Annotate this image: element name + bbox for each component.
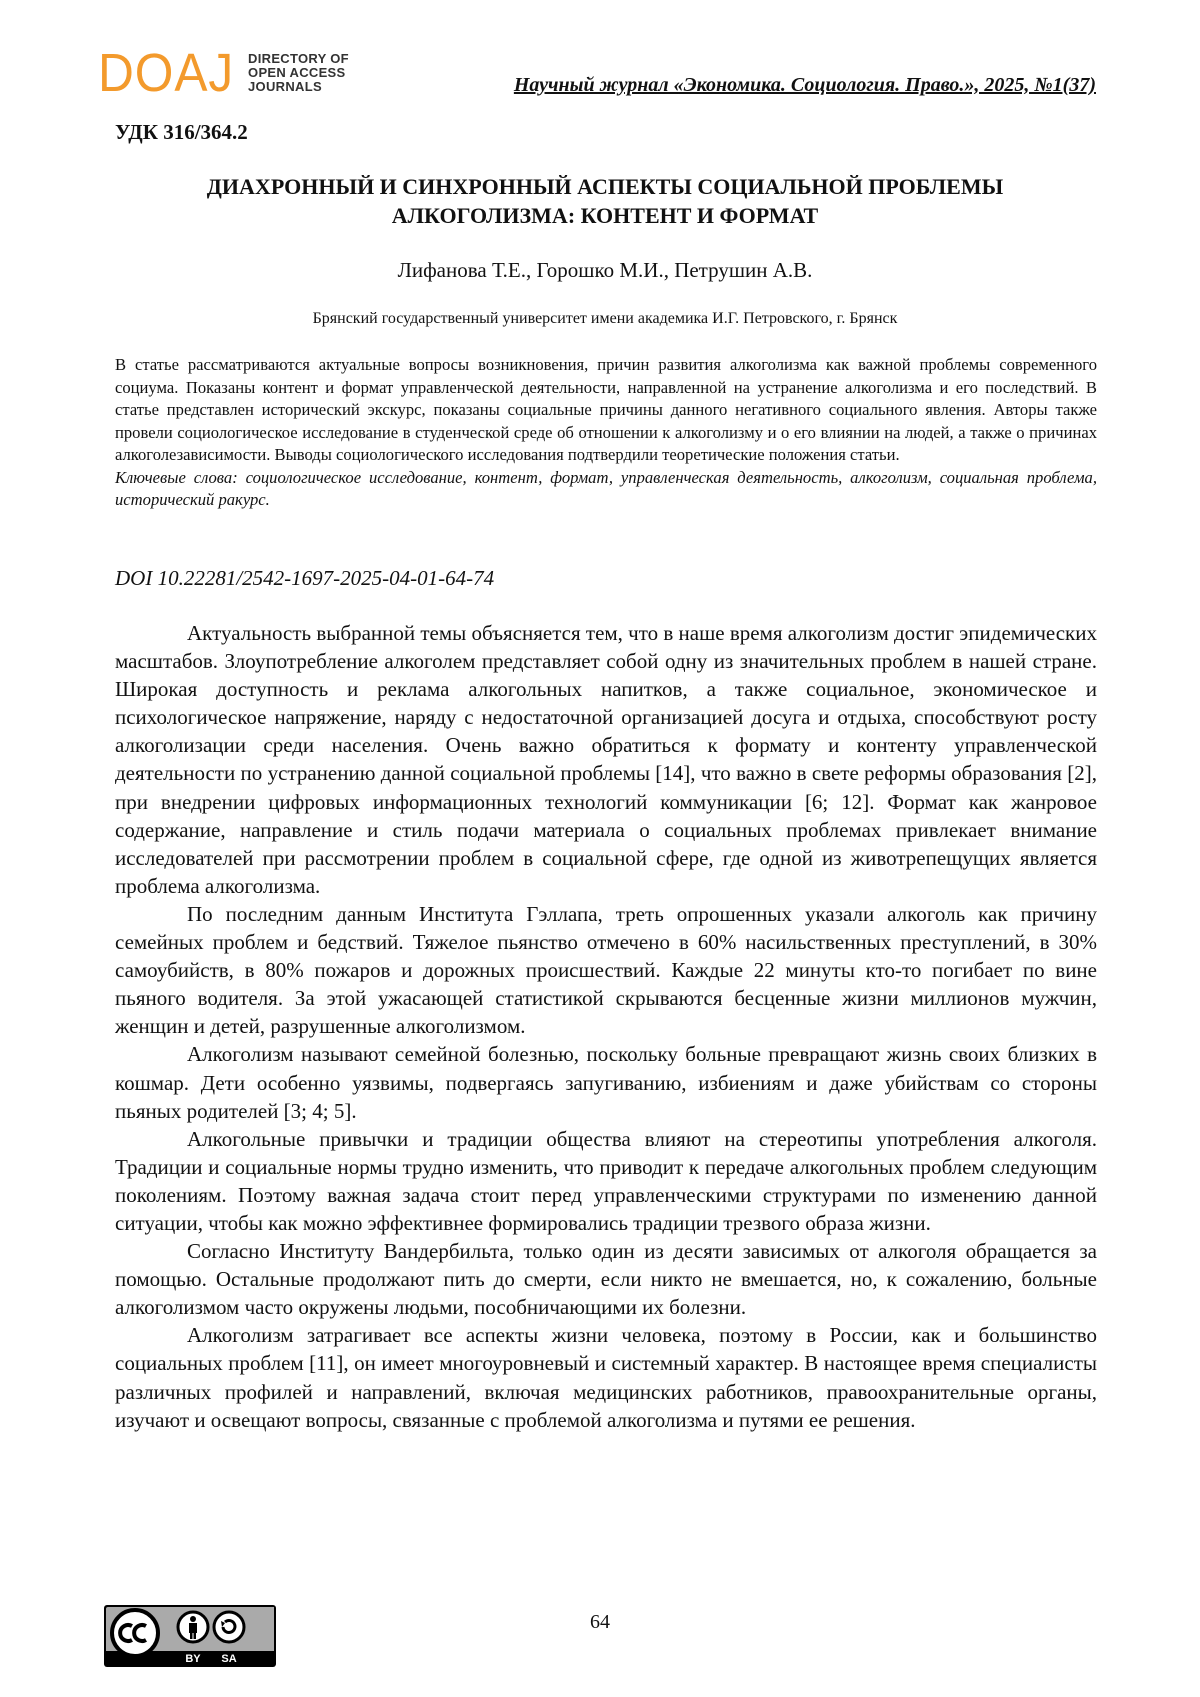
keywords: Ключевые слова: социологическое исследование, контент, формат, управленческая деятельность, алкоголизм, социальная проблема, исторический ракурс. — [115, 467, 1097, 509]
body-paragraph: Актуальность выбранной темы объясняется тем, что в наше время алкоголизм достиг эпидемических масштабов. Злоупотребление алкоголем представляет собой одну из значительных проблем в нашей стране. Широкая доступность и реклама алкогольных напитков, а также социальное, экономическое и психологическое напряжение, наряду с недостаточной организацией досуга и отдыха, способствуют росту алкоголизации среди населения. Очень важно обратиться к формату и контенту управленческой деятельности по устранению данной социальной проблемы [14], что важно в свете реформы образования [2], при внедрении цифровых информационных технологий коммуникации [6; 12]. Формат как жанровое содержание, направление и стиль подачи материала о социальных проблемах привлекает внимание исследователей при рассмотрении проблем в социальной сфере, где одной из животрепещущих является проблема алкоголизма. — [115, 621, 1097, 898]
journal-header: Научный журнал «Экономика. Социология. Право.», 2025, №1(37) — [513, 74, 1096, 96]
article-title-line: АЛКОГОЛИЗМА: КОНТЕНТ И ФОРМАТ — [391, 203, 819, 228]
doaj-logo-subtitle — [248, 52, 349, 94]
page-number: 64 — [590, 1611, 610, 1633]
article-title-line: ДИАХРОННЫЙ И СИНХРОННЫЙ АСПЕКТЫ СОЦИАЛЬНОЙ ПРОБЛЕМЫ — [206, 174, 1004, 199]
body-paragraph: Алкоголизм затрагивает все аспекты жизни человека, поэтому в России, как и большинство социальных проблем [11], он имеет многоуровневый и системный характер. В настоящее время специалисты различных профилей и направлений, включая медицинских работников, правоохранительные органы, изучают и освещают вопросы, связанные с проблемой алкоголизма и путями ее решения. — [115, 1323, 1097, 1432]
doaj-logo — [98, 43, 349, 103]
body-paragraph: Алкоголизм называют семейной болезнью, поскольку больные превращают жизнь своих близких в кошмар. Дети особенно уязвимы, подвергаясь запугиванию, избиениям и даже убийствам со стороны пьяных родителей [3; 4; 5]. — [115, 1042, 1097, 1123]
badge-label-by: BY — [185, 1653, 201, 1665]
body-paragraph: Согласно Институту Вандербильта, только один из десяти зависимых от алкоголя обращается за помощью. Остальные продолжают пить до смерти, если никто не вмешается, но, к сожалению, больные алкоголизмом часто окружены людьми, пособничающими их болезни. — [115, 1239, 1097, 1320]
doaj-logo-line: JOURNALS — [248, 79, 322, 94]
badge-label-sa: SA — [221, 1653, 237, 1665]
authors: Лифанова Т.Е., Горошко М.И., Петрушин А.В. — [397, 258, 813, 282]
abstract-text: В статье рассматриваются актуальные вопросы возникновения, причин развития алкоголизма как важной проблемы современного социума. Показаны контент и формат управленческой деятельности, направленной на устранение алкоголизма и его последствий. В статье представлен исторический экскурс, показаны социальные причины данного негативного социального явления. Авторы также провели социологическое исследование в студенческой среде об отношении к алкоголизму и о его влиянии на людей, а также о причинах алкоголезависимости. Выводы социологического исследования подтвердили теоретические положения статьи. — [115, 355, 1097, 464]
doi: DOI 10.22281/2542-1697-2025-04-01-64-74 — [115, 566, 495, 590]
doaj-logo-letters: DOAJ — [98, 43, 235, 103]
abstract — [115, 354, 1097, 512]
body-paragraph: Алкогольные привычки и традиции общества влияют на стереотипы употребления алкоголя. Традиции и социальные нормы трудно изменить, что приводит к передаче алкогольных проблем следующим поколениям. Поэтому важная задача стоит перед управленческими структурами по изменению данной ситуации, чтобы как можно эффективнее формировались традиции трезвого образа жизни. — [115, 1126, 1097, 1235]
affiliation: Брянский государственный университет имени академика И.Г. Петровского, г. Брянск — [312, 310, 898, 327]
article-body — [115, 619, 1097, 1434]
body-paragraph: По последним данным Института Гэллапа, треть опрошенных указали алкоголь как причину семейных проблем и бедствий. Тяжелое пьянство отмечено в 60% насильственных преступлений, в 30% самоубийств, в 80% пожаров и дорожных происшествий. Каждые 22 минуты кто-то погибает по вине пьяного водителя. За этой ужасающей статистикой скрываются бесценные жизни миллионов мужчин, женщин и детей, разрушенные алкоголизмом. — [115, 901, 1097, 1039]
doaj-logo-line: DIRECTORY OF — [248, 51, 349, 66]
doaj-logo-line: OPEN ACCESS — [248, 65, 346, 80]
udk-code: УДК 316/364.2 — [115, 120, 248, 144]
article-title — [115, 172, 1095, 230]
